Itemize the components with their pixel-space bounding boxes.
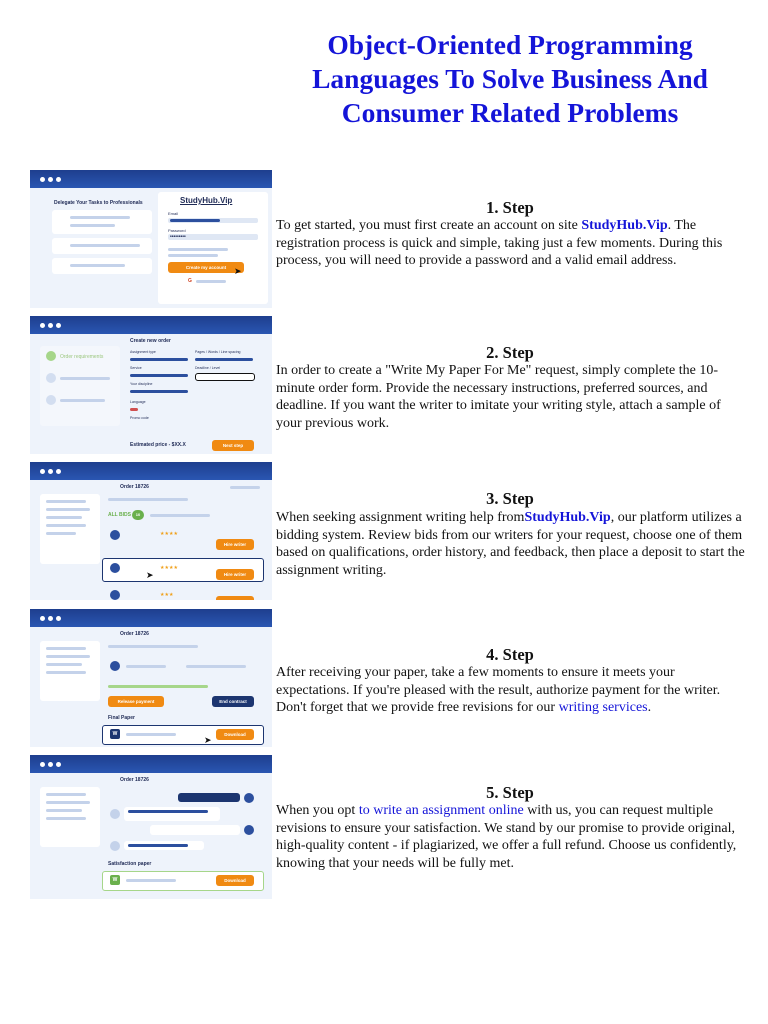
step-3-text-b: , our platform utilizes a bidding system. Review bids from our writers for your request, choose one of them based on qualifications, order history, and feedback, then place a deposit to start the assignment writing. xyxy=(276,510,745,578)
step-3-text xyxy=(276,509,746,579)
step-1-text-b: . The registration process is quick and simple, taking just a few moments. During this process, you will need to provide a password and a valid email address. xyxy=(276,218,723,268)
download-button[interactable]: Download xyxy=(216,875,254,886)
create-account-button[interactable]: Create my account xyxy=(168,262,244,273)
window-dot-icon xyxy=(40,177,45,182)
placeholder-line xyxy=(46,532,76,535)
step-4-screenshot xyxy=(30,609,272,747)
placeholder-line xyxy=(46,524,86,527)
deadline-field[interactable] xyxy=(195,373,255,381)
writer-avatar-icon xyxy=(110,590,120,600)
step-2-text: In order to create a "Write My Paper For Me" request, simply complete the 10-minute order form. Provide the necessary instructions, preferred sources, and deadline. If you want the writer to imitate your writing style, attach a sample of your previous work. xyxy=(276,363,721,431)
window-dot-icon xyxy=(48,616,53,621)
user-avatar-icon xyxy=(244,793,254,803)
placeholder-line xyxy=(150,514,210,517)
order-requirements-step: Order requirements xyxy=(60,354,104,360)
step-4-text xyxy=(276,664,746,717)
window-dot-icon xyxy=(56,616,61,621)
create-order-heading: Create new order xyxy=(130,338,171,344)
message-line xyxy=(128,810,208,813)
signup-brand: StudyHub.Vip xyxy=(180,196,233,205)
writer-avatar-icon xyxy=(110,661,120,671)
writer-avatar-icon xyxy=(110,841,120,851)
assignment-type-label: Assignment type xyxy=(130,350,156,354)
flag-icon xyxy=(130,408,138,411)
placeholder-line xyxy=(46,671,86,674)
password-label: Password xyxy=(168,228,186,233)
progress-line xyxy=(108,685,208,688)
placeholder-line xyxy=(108,498,188,501)
all-bids-label: ALL BIDS xyxy=(108,512,131,518)
order-number: Order 18726 xyxy=(120,631,149,637)
window-dot-icon xyxy=(48,323,53,328)
end-contract-button[interactable]: End contract xyxy=(212,696,254,707)
delegate-heading: Delegate Your Tasks to Professionals xyxy=(54,200,143,206)
placeholder-line xyxy=(108,645,198,648)
promo-label: Promo code xyxy=(130,416,149,420)
placeholder-line xyxy=(126,665,166,668)
step-3-text-a: When seeking assignment writing help from xyxy=(276,510,525,525)
placeholder-line xyxy=(186,665,246,668)
sidebar-panel xyxy=(40,494,100,564)
placeholder-line xyxy=(46,801,90,804)
step-check-icon xyxy=(46,351,56,361)
placeholder-line xyxy=(46,647,86,650)
placeholder-line xyxy=(46,793,86,796)
step-circle-icon xyxy=(46,373,56,383)
studyhub-brand-link[interactable]: StudyHub.Vip xyxy=(524,510,611,525)
google-icon[interactable]: G xyxy=(188,278,192,284)
step-5-screenshot xyxy=(30,755,272,899)
release-payment-button[interactable]: Release payment xyxy=(108,696,164,707)
feature-card xyxy=(52,210,152,234)
window-titlebar xyxy=(30,316,272,334)
discipline-field[interactable] xyxy=(130,390,188,393)
placeholder-line xyxy=(46,516,82,519)
step-1-title: 1. Step xyxy=(486,198,534,217)
placeholder-line xyxy=(46,508,90,511)
download-button[interactable]: Download xyxy=(216,729,254,740)
cursor-icon: ➤ xyxy=(234,266,242,276)
service-label: Service xyxy=(130,366,142,370)
word-file-icon: W xyxy=(110,875,120,885)
placeholder-line xyxy=(126,733,176,736)
step-3-title: 3. Step xyxy=(486,489,534,508)
user-avatar-icon xyxy=(244,825,254,835)
step-5-text-b: with us, you can request multiple revisions to ensure your satisfaction. We stand by our promise to provide original, high-quality content - if plagiarized, we offer a full refund. Choose us confidently, knowing that your needs will be fully met. xyxy=(276,803,737,871)
placeholder-line xyxy=(46,500,86,503)
window-titlebar xyxy=(30,170,272,188)
writer-avatar-icon xyxy=(110,563,120,573)
placeholder-line xyxy=(60,377,110,380)
step-5-text xyxy=(276,802,746,872)
satisfaction-paper-label: Satisfaction paper xyxy=(108,861,152,867)
step-4-text-a: After receiving your paper, take a few moments to ensure it meets your expectations. If you're pleased with the result, authorize payment for the writer. Don't forget that we provide free revisions for our xyxy=(276,665,721,715)
step-4-text-b: . xyxy=(647,700,652,715)
placeholder-line xyxy=(168,254,218,257)
placeholder-line xyxy=(70,216,130,219)
deadline-label: Deadline / Level xyxy=(195,366,221,370)
window-dot-icon xyxy=(40,616,45,621)
window-dot-icon xyxy=(56,323,61,328)
placeholder-line xyxy=(230,486,260,489)
order-number: Order 18726 xyxy=(120,484,149,490)
estimated-price: Estimated price - $XX.X xyxy=(130,442,186,448)
window-dot-icon xyxy=(40,323,45,328)
email-value xyxy=(170,219,220,222)
step-2-title: 2. Step xyxy=(486,343,534,362)
window-titlebar xyxy=(30,609,272,627)
message-line xyxy=(128,844,188,847)
next-step-button[interactable]: Next step xyxy=(212,440,254,451)
step-4-title: 4. Step xyxy=(486,645,534,664)
step-2-screenshot xyxy=(30,316,272,454)
placeholder-line xyxy=(70,264,125,267)
pages-label: Pages / Words / Line spacing xyxy=(195,350,241,354)
placeholder-line xyxy=(46,809,82,812)
window-dot-icon xyxy=(40,762,45,767)
placeholder-line xyxy=(196,280,226,283)
hire-writer-button[interactable]: Hire writer xyxy=(216,569,254,580)
language-label: Language xyxy=(130,400,146,404)
bids-count-badge: 10 xyxy=(132,510,144,520)
rating-stars-icon: ★★★★ xyxy=(160,531,178,537)
password-value: ••••••••• xyxy=(170,234,186,240)
window-dot-icon xyxy=(48,469,53,474)
step-1-screenshot xyxy=(30,170,272,308)
write-assignment-link[interactable]: to write an assignment online xyxy=(358,803,524,818)
message-bubble-sent xyxy=(178,793,240,802)
placeholder-line xyxy=(126,879,176,882)
placeholder-line xyxy=(70,224,115,227)
step-3-screenshot xyxy=(30,462,272,600)
discipline-label: Your discipline xyxy=(130,382,153,386)
rating-stars-icon: ★★★★ xyxy=(160,565,178,571)
writer-avatar-icon xyxy=(110,530,120,540)
window-dot-icon xyxy=(48,177,53,182)
window-dot-icon xyxy=(40,469,45,474)
pages-field[interactable] xyxy=(195,358,253,361)
step-5-text-a: When you opt xyxy=(276,803,359,818)
window-titlebar xyxy=(30,462,272,480)
email-label: Email xyxy=(168,211,179,216)
step-5-title: 5. Step xyxy=(486,783,534,802)
writer-avatar-icon xyxy=(110,809,120,819)
window-dot-icon xyxy=(56,469,61,474)
placeholder-line xyxy=(60,399,105,402)
placeholder-line xyxy=(46,655,90,658)
placeholder-line xyxy=(46,817,86,820)
hire-writer-button[interactable]: Hire writer xyxy=(216,539,254,550)
cursor-icon: ➤ xyxy=(146,570,154,580)
order-number: Order 18726 xyxy=(120,777,149,783)
document-title: Object-Oriented Programming Languages To Solve Business And Consumer Related Problems xyxy=(312,29,708,128)
step-circle-icon xyxy=(46,395,56,405)
step-1-text-a: To get started, you must first create an account on site xyxy=(276,218,582,233)
hire-writer-button[interactable] xyxy=(216,596,254,600)
assignment-type-field[interactable] xyxy=(130,358,188,361)
word-file-icon: W xyxy=(110,729,120,739)
placeholder-line xyxy=(70,244,140,247)
window-dot-icon xyxy=(56,177,61,182)
message-bubble-sent xyxy=(150,825,240,835)
cursor-icon: ➤ xyxy=(204,735,212,745)
final-paper-label: Final Paper xyxy=(108,715,135,721)
writing-services-link[interactable]: writing services xyxy=(558,700,648,715)
rating-stars-icon: ★★★ xyxy=(160,592,174,598)
window-titlebar xyxy=(30,755,272,773)
placeholder-line xyxy=(46,663,82,666)
window-dot-icon xyxy=(56,762,61,767)
studyhub-brand-link[interactable]: StudyHub.Vip xyxy=(581,218,668,233)
service-field[interactable] xyxy=(130,374,188,377)
step-1-text xyxy=(276,217,746,270)
placeholder-line xyxy=(168,248,228,251)
window-dot-icon xyxy=(48,762,53,767)
